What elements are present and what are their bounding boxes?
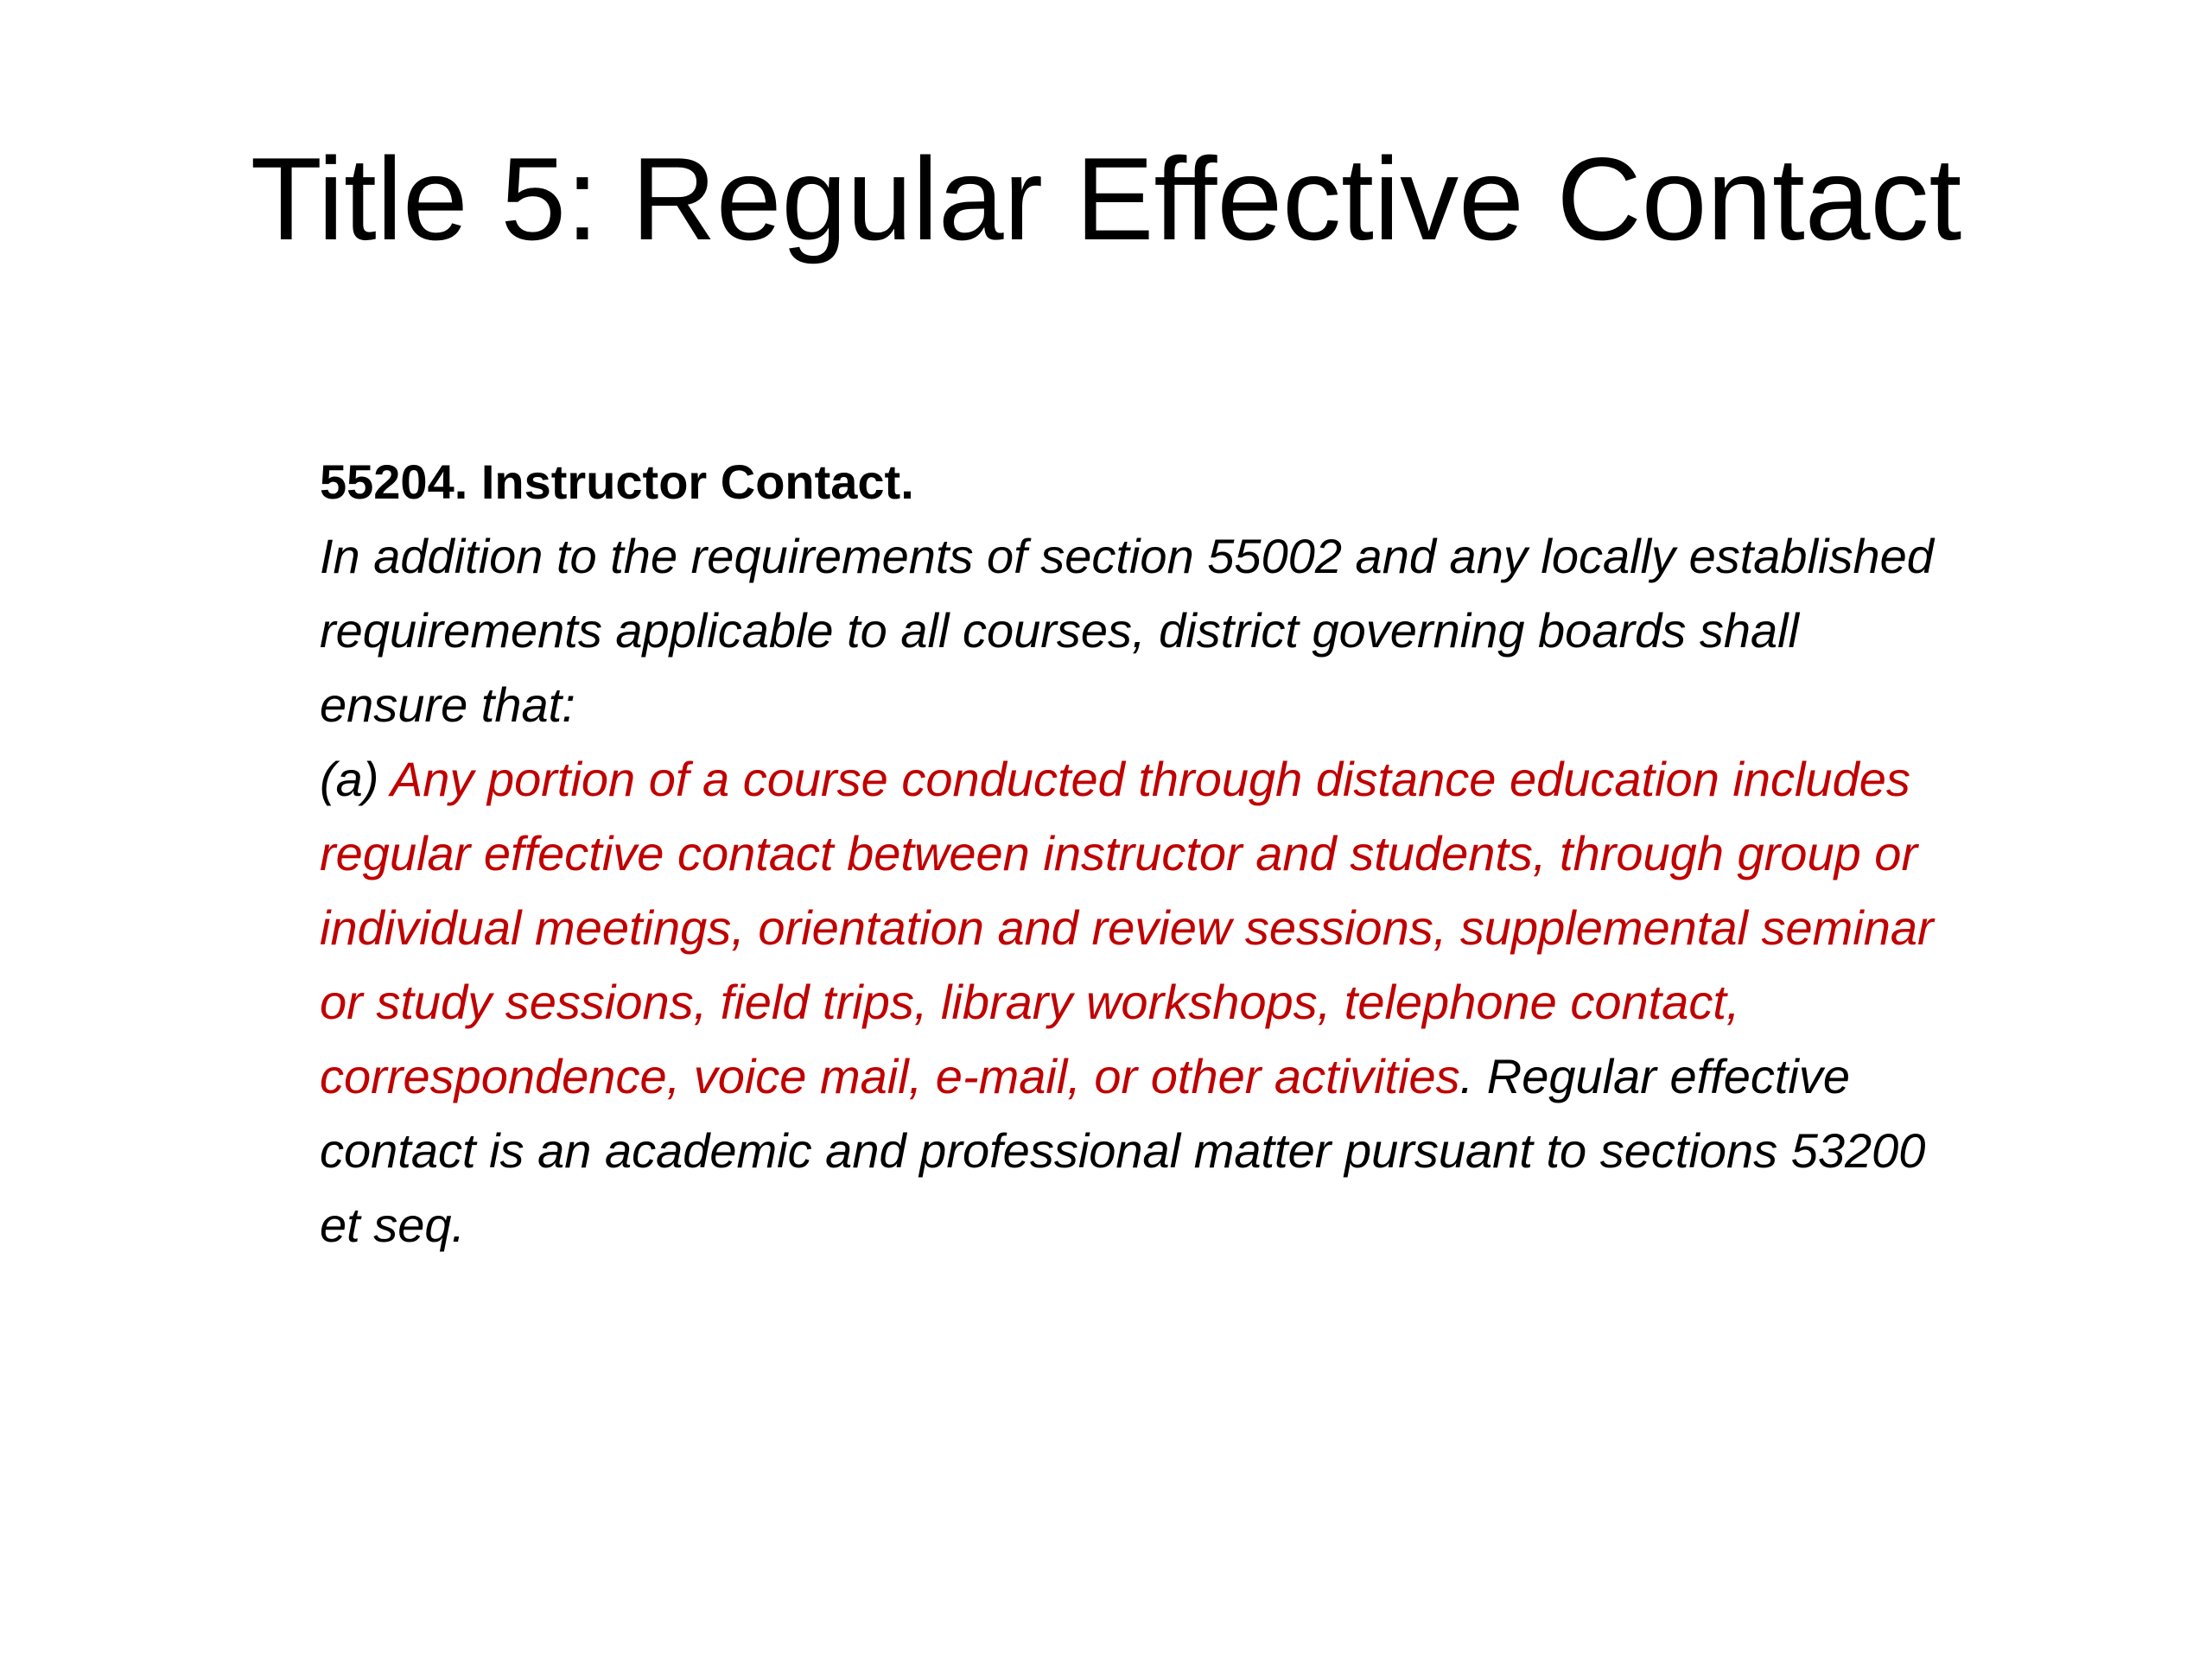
section-heading: 55204. Instructor Contact. — [320, 454, 914, 509]
slide-body — [320, 445, 1944, 1262]
item-a-highlight-text: Any portion of a course conducted through distance education includes regular effective contact between instructor and students, through group or individual meetings, orientation and review sessions, supplemental seminar or study sessions, field trips, library workshops, telephone contact, correspondence, voice mail, e-mail, or other activities — [320, 752, 1934, 1103]
item-a-paragraph — [320, 742, 1944, 1262]
slide-title: Title 5: Regular Effective Contact — [250, 133, 1962, 264]
item-a-label: (a) — [320, 752, 391, 806]
item-a-rest-text: . Regular effective contact is an academic and professional matter pursuant to sections 53200 et seq. — [320, 1049, 1926, 1252]
intro-paragraph: In addition to the requirements of section 55002 and any locally established requirements applicable to all courses, district governing boards shall ensure that: — [320, 529, 1934, 732]
